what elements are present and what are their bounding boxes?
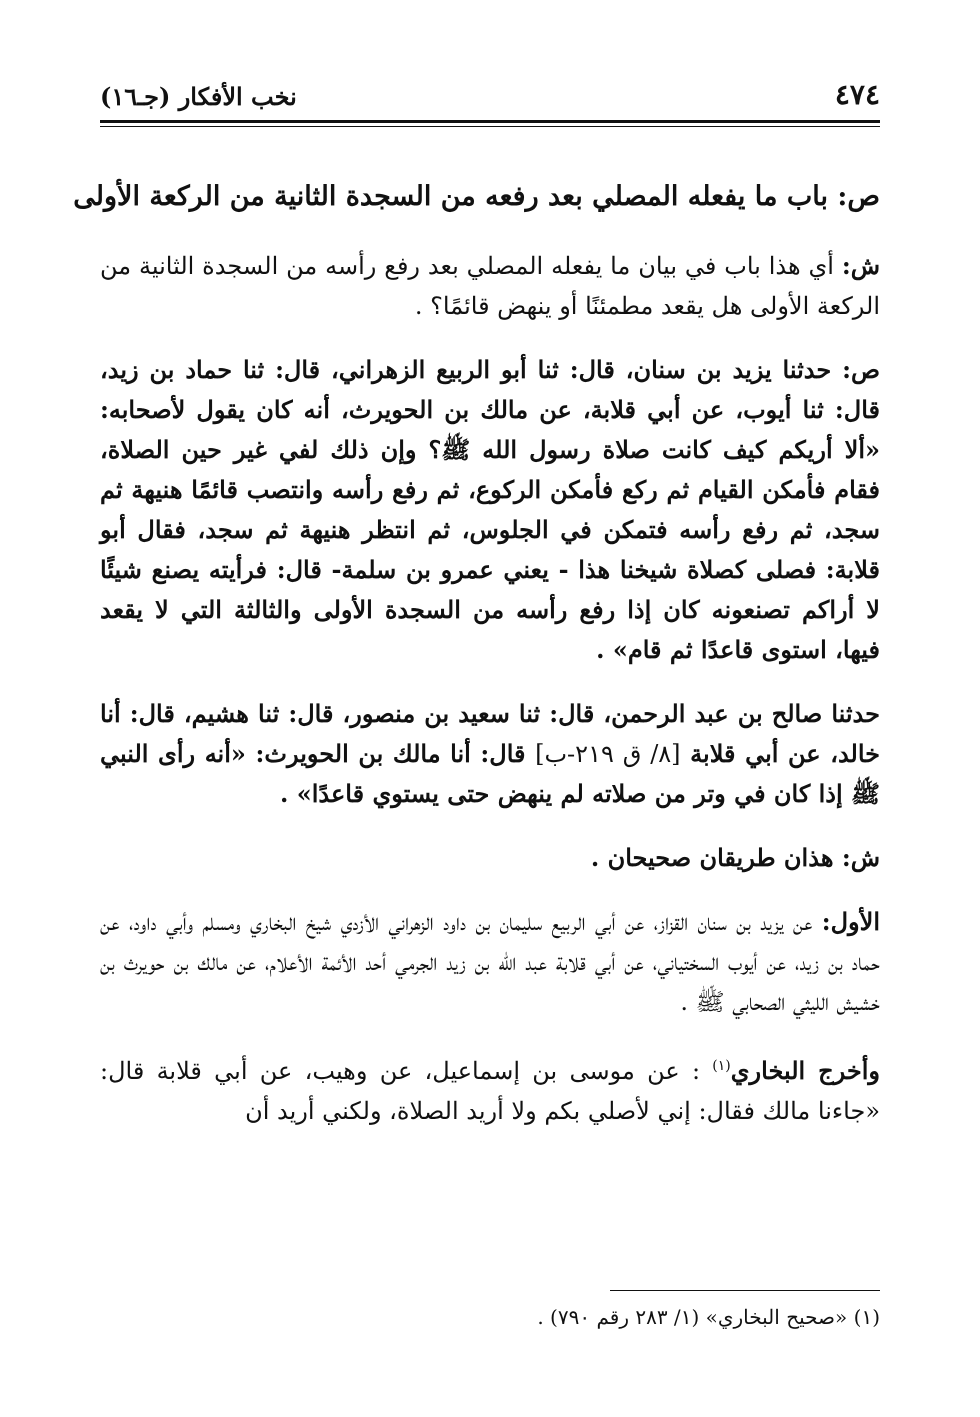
paragraph-label: الأول:	[821, 907, 880, 936]
paragraph-commentary-2	[100, 838, 880, 878]
section-title: ص: باب ما يفعله المصلي بعد رفعه من السجدة الثانية من الركعة الأولى	[73, 181, 880, 212]
paragraph-text: هذان طريقان صحيحان .	[590, 843, 834, 872]
paragraph-text: : عن موسى بن إسماعيل، عن وهيب، عن أبي قلابة قال: «جاءنا مالك فقال: إني لأصلي بكم ولا أريد الصلاة، ولكني أريد أن	[100, 1057, 880, 1125]
book-title: نخب الأفكار (جـ١٦)	[100, 82, 297, 111]
book-page	[73, 60, 881, 1360]
paragraph-first-chain	[100, 902, 880, 1022]
paragraph-text: قال: أنا مالك بن الحويرث: «أنه رأى النبي ﷺ إذا كان في وتر من صلاته لم ينهض حتى يستوي قاعدًا» .	[100, 739, 880, 808]
paragraph-commentary-1	[100, 246, 880, 326]
page-number: ٤٧٤	[834, 78, 880, 111]
manuscript-reference: [٨/ ق ٢١٩-ب]	[535, 740, 681, 768]
paragraph-label: وأخرج البخاري	[730, 1056, 880, 1085]
header-rule-thin	[100, 126, 880, 127]
footnote-rule	[610, 1290, 880, 1291]
paragraph-hadith-2	[100, 694, 880, 814]
footnote-marker: (١)	[712, 1058, 731, 1074]
paragraph-label: ش:	[841, 251, 880, 280]
paragraph-label: ص:	[842, 355, 881, 384]
header-rule	[100, 120, 880, 123]
footnote: (١) «صحيح البخاري» (١/ ٢٨٣ رقم ٧٩٠) .	[537, 1305, 880, 1329]
paragraph-text: حدثنا صالح بن عبد الرحمن، قال: ثنا سعيد بن منصور، قال: ثنا هشيم، قال: أنا خالد، عن أبي قلابة	[100, 699, 880, 768]
paragraph-bukhari	[100, 1046, 880, 1131]
paragraph-hadith-1	[100, 350, 880, 670]
running-header	[100, 60, 880, 122]
paragraph-text: حدثنا يزيد بن سنان، قال: ثنا أبو الربيع الزهراني، قال: ثنا حماد بن زيد، قال: ثنا أيوب، عن أبي قلابة، عن مالك بن الحويرث، أنه كان يقول لأصحابه: «ألا أريكم كيف كانت صلاة رسول الله ﷺ؟ وإن ذلك لفي غير حين الصلاة، فقام فأمكن القيام ثم ركع فأمكن الركوع، ثم رفع رأسه وانتصب قائمًا هنيهة ثم سجد، ثم رفع رأسه فتمكن في الجلوس، ثم انتظر هنيهة ثم سجد، فقال أبو قلابة: فصلى كصلاة شيخنا هذا - يعني عمرو بن سلمة- قال: فرأيته يصنع شيئًا لا أراكم تصنعونه كان إذا رفع رأسه من السجدة الأولى والثالثة التي لا يقعد فيها، استوى قاعدًا ثم قام» .	[100, 355, 881, 664]
paragraph-text: عن يزيد بن سنان القزاز، عن أبي الربيع سليمان بن داود الزهراني الأزدي شيخ البخاري ومسلم وأبي داود، عن حماد بن زيد، عن أيوب السختياني، عن أبي قلابة عبد الله بن زيد الجرمي أحد الأئمة الأعلام، عن مالك بن حويرث بن خشيش الليثي الصحابي ﷺ .	[100, 908, 880, 1016]
paragraph-text: أي هذا باب في بيان ما يفعله المصلي بعد رفع رأسه من السجدة الثانية من الركعة الأولى هل يقعد مطمئنًا أو ينهض قائمًا؟ .	[100, 252, 880, 320]
paragraph-label: ش:	[841, 843, 880, 872]
